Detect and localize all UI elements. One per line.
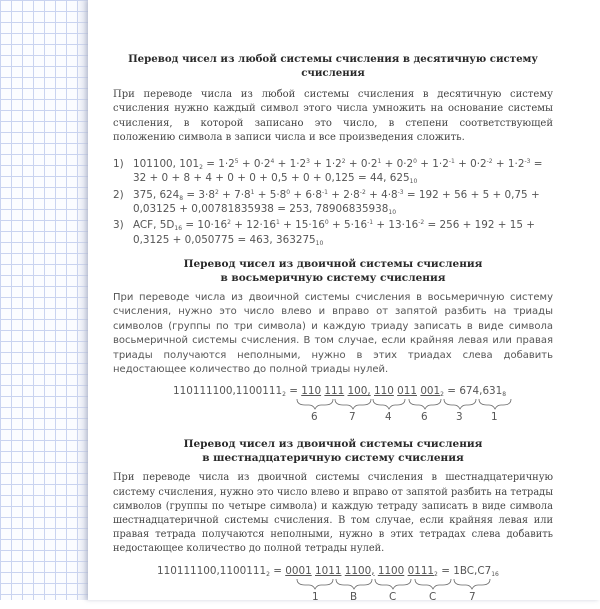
hex-digit: C xyxy=(389,590,397,603)
section1-title: Перевод чисел из любой системы счисления в десятичную систему счисления xyxy=(128,53,538,79)
section1-examples xyxy=(113,157,553,247)
hex-group: 1100 xyxy=(377,564,405,577)
octal-group: 011 xyxy=(397,385,417,398)
octal-group: 110 xyxy=(301,385,322,398)
octal-result: 674,631 xyxy=(459,385,503,398)
textbook-page xyxy=(88,0,600,603)
section2-title-line2: в восьмеричную систему счисления xyxy=(220,271,446,284)
hex-brace-group xyxy=(113,565,553,609)
example-formula: 375, $624_8 = 3\cdot 8^2 + 7\cdot 8^1 + 5\cdot 8^0 + 6\cdot 8^{-1} + 2\cdot 8^{-2} + 4\cdot 8^{-3} = 192 + 56 + 5 + 0,75 + 0,03125 + 0,00781835938 = 253$, $78906835938_{10}$ xyxy=(133,188,540,217)
octal-group: 001 xyxy=(420,385,441,398)
brace-icon xyxy=(336,579,372,589)
hex-group: 1011 xyxy=(315,564,342,577)
section3-title-line2: в шестнадцатеричную систему счисления xyxy=(202,452,464,465)
example-number: 3) xyxy=(113,219,124,232)
octal-group: 111 xyxy=(324,385,345,398)
hex-digit: C xyxy=(429,590,437,603)
octal-digit: 6 xyxy=(311,411,318,424)
octal-digit: 1 xyxy=(491,411,498,424)
hex-digit: 7 xyxy=(469,590,476,603)
brace-icon xyxy=(375,579,411,589)
hex-digit: 1 xyxy=(312,590,319,603)
example-formula: ACF, $5D_{16} = 10\cdot 16^2 + 12\cdot 16^1 + 15\cdot 16^0 + 5\cdot 16^{-1} + 13\cdot 16^{-2} = 256 + 192 + 15 + 0,3125 + 0,050775 = 463$, $363275_{10}$ xyxy=(133,219,536,247)
section2-example xyxy=(113,385,553,429)
section1-paragraph: При переводе числа из любой системы счисления в десятичную систему счисления нужно каждый символ этого числа умножить на основание системы счисления, в которой записано это число, в степени соответствующей положению символа в записи числа и все произведения сложить. xyxy=(113,89,553,143)
section2-paragraph: При переводе числа из двоичной системы счисления в восьмеричную систему счисления, нужно это число влево и вправо от запятой разбить на триады символов (группы по три символа) и каждую триаду записать в виде символа восьмеричной системы счисления. В том случае, если крайняя левая или правая триады получаются неполными, нужно в этих триадах слева добавить недостающее количество до полной триады нулей. xyxy=(113,291,553,375)
section3-paragraph: При переводе числа из двоичной системы счисления в шестнадцатеричную систему счисления, нужно это число влево и вправо от запятой разбить на тетрады символов (группы по четыре символа) и каждую тетраду записать в виде символа шестнадцатеричной системы счисления. В том случае, если крайняя левая или правая тетрада получаются неполными, нужно в этих тетрадах слева добавить недостающее количество до полной тетрады нулей. xyxy=(113,472,553,555)
hex-result: 1BC,C7 xyxy=(453,564,492,577)
conversion-example xyxy=(113,188,553,217)
octal-digit: 6 xyxy=(421,411,428,424)
octal-expression: $110111100,1100111_2 = 110$ 111 100, 110 011 $001_2 = 674,631_8$ xyxy=(173,385,507,399)
brace-icon xyxy=(297,579,333,589)
octal-digit: 7 xyxy=(349,411,356,424)
section3-title-line1: Перевод чисел из двоичной системы счисления xyxy=(183,438,483,451)
brace-icon xyxy=(444,399,476,409)
hex-binary-number: 110111100,1100111 xyxy=(157,564,267,577)
octal-brace-group xyxy=(113,385,553,429)
brace-icon xyxy=(297,399,333,409)
section3-heading xyxy=(113,437,553,465)
example-number: 1) xyxy=(113,158,124,171)
octal-group: 110 xyxy=(374,385,394,398)
octal-digit: 3 xyxy=(456,411,463,424)
hex-group: 1100, xyxy=(344,564,375,577)
hex-group: 0111 xyxy=(407,564,435,577)
hex-digit: B xyxy=(350,590,358,603)
hex-expression: $110111100,1100111_2 = 0001$ 1011 1100, 1100 $0111_2 = 1BC,C7_{16}$ xyxy=(157,564,499,578)
hex-group: 0001 xyxy=(285,564,312,577)
octal-group: 100, xyxy=(347,385,371,398)
brace-icon xyxy=(409,399,441,409)
brace-icon xyxy=(454,579,490,589)
section2-title-line1: Перевод чисел из двоичной системы счисления xyxy=(183,257,483,270)
section2-heading xyxy=(113,257,553,285)
example-formula: 101100, $101_2 = 1\cdot 2^5 + 0\cdot 2^4 + 1\cdot 2^3 + 1\cdot 2^2 + 0\cdot 2^1 + 0\cdot 2^0 + 1\cdot 2^{-1} + 0\cdot 2^{-2} + 1\cdot 2^{-3} = 32 + 0 + 8 + 4 + 0 + 0 + 0,5 + 0 + 0,125 = 44$, $625_{10}$ xyxy=(133,158,543,186)
graph-paper-background xyxy=(0,0,88,600)
octal-binary-number: 110111100,1100111 xyxy=(173,385,283,398)
page-content xyxy=(113,52,553,609)
section3-example xyxy=(113,565,553,609)
brace-icon xyxy=(373,399,405,409)
conversion-example xyxy=(113,218,553,247)
conversion-example xyxy=(113,157,553,186)
brace-icon xyxy=(335,399,371,409)
brace-icon xyxy=(415,579,451,589)
example-number: 2) xyxy=(113,188,124,201)
brace-icon xyxy=(479,399,511,409)
octal-digit: 4 xyxy=(385,411,392,424)
